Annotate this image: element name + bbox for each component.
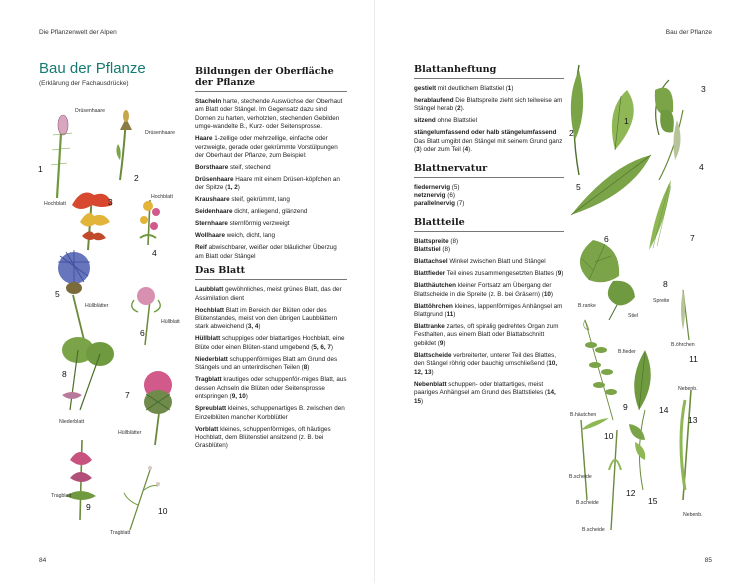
heading-rule [195,279,347,280]
entry-stacheln: Stacheln harte, stechende Auswüchse der Oberhaut am Blatt oder Stängel. Im Gegensatz dazu sind Dornen zu harten, verholzten, stechenden Gebilden umge-wandelte B., Kurz- oder Seitensprosse. [195,98,343,131]
entry-sternhaare: Sternhaare sternförmig verzweigt [195,220,290,228]
right-page [375,0,750,583]
label-branke: B.ranke [578,303,596,309]
label-bohrchen: B.öhrchen [671,342,695,348]
entry-kraushaare: Kraushaare steif, gekrümmt, lang [195,196,290,204]
entry-blattachsel: Blattachsel Winkel zwischen Blatt und Stängel [414,258,546,266]
entry-blatthaeutchen: Blatthäutchen kleiner Fortsatz am Übergang der Blattscheide in die Spreite (z. B. bei Gräsern) (10) [414,282,553,298]
label-huellblatt: Hüllblatt [161,319,180,325]
entry-herablaufend: herablaufend Die Blattspreite zieht sich teilweise am Stängel herab (2). [414,97,563,113]
heading-blattanheftung: Blattanheftung [414,64,497,75]
leaf-number-9: 9 [623,402,628,412]
heading-blattteile: Blattteile [414,216,465,228]
plant-10-tragblatt [124,466,160,530]
label-niederblatt: Niederblatt [59,419,85,425]
plant-1-druesenhaare [51,115,72,198]
entry-hochblatt: Hochblatt Blatt im Bereich der Blüten oder des Blütenstandes, meist von den übrigen Laubblättern stark abweichend (3, 4) [195,306,338,331]
leaf-number-4: 4 [699,162,704,172]
leaf-5 [571,155,651,215]
plant-number-7: 7 [125,390,130,400]
entry-gestielt: gestielt mit deutlichem Blattstiel (1) [414,85,514,92]
entry-stengelumfassend: stängelumfassend oder halb stängelumfassend Das Blatt umgibt den Stängel mit seinem Grund ganz (3) oder zum Teil (4). [414,129,563,154]
leaf-number-1: 1 [624,116,629,126]
entry-blattoehrchen: Blattöhrchen kleines, lappenförmiges Anhängsel am Blattgrund (11) [414,302,563,319]
leaf-number-7: 7 [690,233,695,243]
heading-rule [414,231,564,232]
plant-hair-illustration [0,0,195,583]
leaf-6 [580,240,619,282]
entry-parallelnervig: parallelnervig (7) [414,200,465,208]
entry-blattfieder: Blattfieder Teil eines zusammengesetzten Blattes (9) [414,270,564,278]
leaf-number-15: 15 [648,496,658,506]
label-bscheide-b: B.scheide [576,500,599,506]
entry-blattstiel: Blattstiel (8) [414,246,451,254]
entry-netznervig: netznervig (6) [414,192,455,200]
page-subtitle: (Erklärung der Fachausdrücke) [39,80,129,87]
leaf-2 [571,65,583,175]
leaf-7 [649,180,671,250]
leaf-number-11: 11 [689,354,698,364]
plant-number-10: 10 [158,506,168,516]
leaf-illustration [565,0,715,583]
leaf-number-8: 8 [663,279,668,289]
plant-number-1: 1 [38,164,43,174]
leaf-1 [612,90,634,150]
entry-blattscheide: Blattscheide verbreiterter, unterer Teil des Blattes, den Stängel röhrig oder bauchig umschließend (10, 12, 13) [414,351,558,376]
left-running-title: Die Pflanzenwelt der Alpen [39,29,117,36]
heading-oberflaeche: Bildungen der Oberfläche der Pflanze [195,66,334,88]
entry-huellblatt: Hüllblatt schuppiges oder blattartiges Hochblatt, eine Blüte oder einen Blüten-stand umgebend (5, 6, 7) [195,335,345,351]
plant-number-9: 9 [86,502,91,512]
leaf-number-13: 13 [688,415,698,425]
plant-4-hochblatt [140,200,160,245]
leaf-9 [584,320,617,420]
entry-spreublatt: Spreublatt kleines, schuppenartiges B. zwischen den Einzelblüten mancher Korbblütler [195,405,345,421]
right-running-title: Bau der Pflanze [665,29,712,36]
label-stiel: Stiel [628,313,639,319]
heading-blattnervatur: Blattnervatur [414,162,488,174]
label-bscheide-c: B.scheide [582,527,605,533]
leaf-15 [629,410,645,490]
label-bhaeutchen: B.häutchen [570,412,597,418]
label-nebenb-b: Nebenb. [683,512,703,518]
leaf-13 [681,390,691,500]
entry-reif: Reif abwischbarer, weißer oder bläulicher Überzug am Blatt oder Stängel [195,244,337,260]
label-spreite: Spreite [653,298,670,304]
leaf-3 [655,80,674,135]
leaf-number-5: 5 [576,182,581,192]
leaf-11 [681,290,689,340]
right-page-number: 85 [704,557,712,564]
label-hochblatt-b: Hochblatt [151,194,173,200]
surface-and-leaf-column [195,66,347,454]
label-huellblaetter-a: Hüllblätter [85,303,109,309]
plant-6-huellblatt [132,287,161,345]
heading-rule [414,78,564,79]
leaf-number-3: 3 [701,84,706,94]
entry-sitzend: sitzend ohne Blattstiel [414,117,478,125]
label-tragblatt-a: Tragblatt [51,493,72,499]
leaf-number-6: 6 [604,234,609,244]
heading-rule [195,91,347,92]
leaf-number-2: 2 [569,128,574,138]
heading-rule [414,177,564,178]
plant-9-tragblatt [66,440,96,520]
heading-blatt: Das Blatt [195,265,246,277]
leaf-terms-column [414,64,564,410]
leaf-12 [609,430,621,530]
label-druesenhaare-a: Drüsenhaare [75,108,105,114]
entry-blattranke: Blattranke zartes, oft spiralig gedrehtes Organ zum Festhalten, aus einem Blatt oder Blattabschnitt gebildet (9) [414,323,559,347]
entry-seidenhaare: Seidenhaare dicht, anliegend, glänzend [195,208,308,216]
leaf-number-12: 12 [626,488,636,498]
leaf-number-14: 14 [659,405,669,415]
page-title: Bau der Pflanze [39,60,146,77]
entry-blattspreite: Blattspreite (8) [414,237,459,245]
plant-3-hochblatt [72,193,112,250]
label-tragblatt-b: Tragblatt [110,530,131,536]
entry-laubblatt: Laubblatt gewöhnliches, meist grünes Blatt, das der Assimilation dient [195,286,342,302]
left-page-number: 84 [39,557,47,564]
entry-niederblatt: Niederblatt schuppenförmiges Blatt am Grund des Stängels und an unterirdischen Teilen (8) [195,355,338,372]
plant-number-3: 3 [108,197,113,207]
plant-2 [116,110,132,180]
label-druesenhaare-b: Drüsenhaare [145,130,175,136]
plant-number-5: 5 [55,289,60,299]
label-huellblaetter-b: Hüllblätter [118,430,142,436]
label-bscheide-a: B.scheide [569,474,592,480]
entry-fiedernervig: fiedernervig (5) [414,183,460,191]
plant-number-4: 4 [152,248,157,258]
label-nebenb-a: Nebenb. [678,386,698,392]
leaf-number-10: 10 [604,431,614,441]
entry-nebenblatt: Nebenblatt schuppen- oder blattartiges, meist paariges Anhängsel am Grund des Blattstieles (14, 15) [414,380,556,405]
entry-vorblatt: Vorblatt kleines, schuppenförmiges, oft häutiges Hochblatt, dem Blütenstiel ansitzend (z. B. bei Grasblüten) [195,425,331,450]
entry-druesenhaare: Drüsenhaare Haare mit einem Drüsen-köpfchen an der Spitze (1, 2) [195,176,340,192]
entry-haare: Haare 1-zellige oder mehrzellige, einfache oder verzweigte, gerade oder gekrümmte Vorstülpungen der Oberhaut der Pflanze, zum Beispiel: [195,135,338,160]
entry-tragblatt: Tragblatt krautiges oder schuppenför-miges Blatt, aus dessen Achseln die Blüten oder Seitensprosse entspringen (9, 10) [195,376,347,401]
plant-number-2: 2 [134,173,139,183]
plant-5-huellblaetter [58,250,90,340]
plant-8-niederblatt [62,337,114,410]
label-hochblatt-a: Hochblatt [44,201,66,207]
plant-7-thistle [144,371,172,445]
leaf-14 [634,350,651,410]
entry-borsthaare: Borsthaare steif, stechend [195,164,271,172]
label-bfieder: B.fieder [618,349,636,355]
plant-number-6: 6 [140,328,145,338]
entry-wollhaare: Wollhaare weich, dicht, lang [195,232,276,240]
plant-number-8: 8 [62,369,67,379]
